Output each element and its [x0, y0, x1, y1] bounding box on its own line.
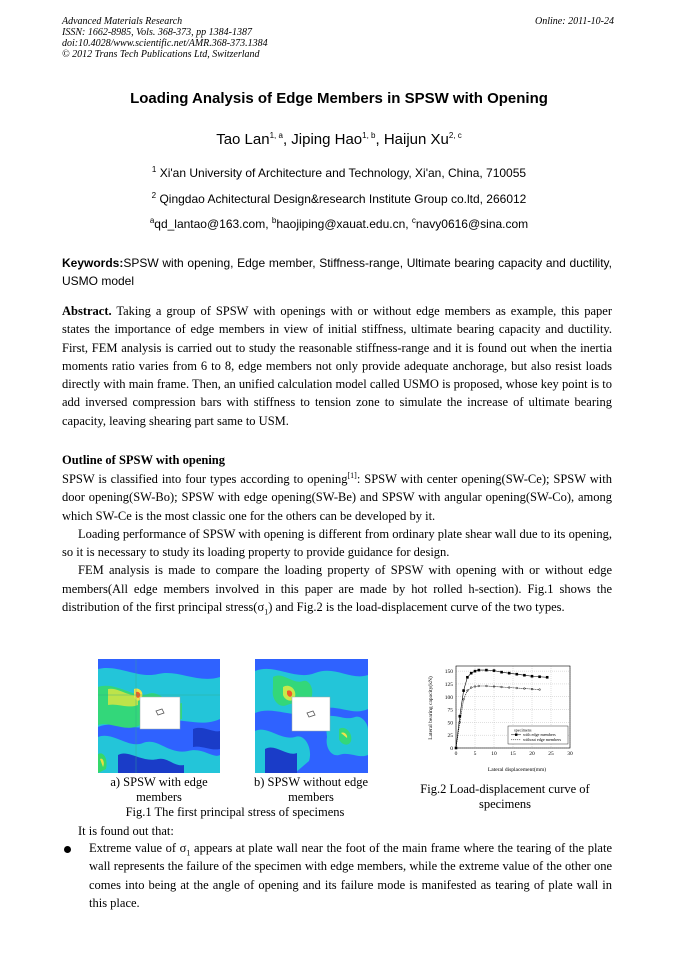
load-displacement-chart — [420, 660, 580, 775]
x-tick-label: 0 — [454, 751, 458, 757]
x-tick-label: 25 — [548, 751, 554, 757]
x-tick-label: 20 — [529, 751, 535, 757]
data-point — [462, 689, 465, 692]
aff2-text: Qingdao Achitectural Design&research Institute Group co.ltd, 266012 — [159, 192, 527, 206]
data-point — [478, 669, 481, 672]
fem-contour-without-edge-members — [255, 659, 368, 773]
affiliation-1 — [0, 166, 678, 180]
stress-contour-b — [255, 659, 368, 773]
aff1-text: Xi'an University of Architecture and Technology, Xi'an, China, 710055 — [159, 166, 527, 180]
email-b-sup: b — [271, 216, 277, 225]
author-2: , Jiping Hao — [282, 131, 363, 148]
journal-header — [62, 16, 362, 60]
fem-contour-with-edge-members — [98, 659, 220, 773]
email-c-sup: c — [411, 216, 416, 225]
author-1: Tao Lan — [216, 131, 270, 148]
author-3-sup: 2, c — [448, 131, 462, 140]
bullet-sigma-subscript: 1 — [186, 848, 191, 858]
legend-marker — [515, 734, 517, 736]
y-tick-label: 150 — [444, 669, 453, 676]
keywords-text: SPSW with opening, Edge member, Stiffness-range, Ultimate bearing capacity and ductility, USMO model — [62, 256, 612, 288]
legend-label: with edge members — [523, 732, 556, 737]
copyright: © 2012 Trans Tech Publications Ltd, Switzerland — [62, 49, 260, 60]
paper-title: Loading Analysis of Edge Members in SPSW with Opening — [130, 90, 548, 107]
x-tick-label: 10 — [491, 751, 497, 757]
issn: ISSN: 1662-8985, Vols. 368-373, pp 1384-1387 — [62, 27, 252, 38]
x-tick-label: 15 — [510, 751, 516, 757]
chart-x-axis-label: Lateral displacement(mm) — [487, 767, 547, 773]
doi: doi:10.4028/www.scientific.net/AMR.368-373.1384 — [62, 38, 268, 49]
stress-contour-a — [98, 659, 220, 773]
chart-y-axis-label: Lateral bearing capacity(kN) — [428, 676, 434, 740]
section-heading: Outline of SPSW with opening — [62, 453, 226, 467]
fig1-caption: Fig.1 The first principal stress of specimens — [125, 805, 345, 819]
keywords-label: Keywords: — [62, 256, 124, 270]
data-point — [516, 673, 519, 676]
paragraph-2: Loading performance of SPSW with opening is different from ordinary plate shear wall due to its opening, so it is necessary to study its loading property to provide guidance for design. — [62, 526, 612, 560]
paragraph-3: FEM analysis is made to compare the loading property of SPSW with opening with or without edge members(All edge members involved in this paper are made by hot rolled h-section). Fig.1 shows the distribution of the first principal $stress(\sigma_1)$ and Fig.2 is the load-displacement curve of the two types. — [62, 563, 612, 617]
author-3: , Haijun Xu — [375, 131, 449, 148]
online-date: Online: 2011-10-24 — [535, 16, 614, 27]
found-text: It is found out that: — [78, 824, 174, 838]
abstract — [62, 302, 612, 430]
abstract-label: Abstract. — [62, 304, 112, 318]
data-point — [466, 676, 469, 679]
legend-label: without edge members — [523, 737, 562, 742]
bullet-sigma: σ — [179, 841, 187, 855]
data-point — [474, 670, 477, 673]
y-tick-label: 50 — [447, 720, 453, 727]
caption-a: a) SPSW with edge members — [110, 775, 208, 804]
aff1-sup: 1 — [151, 165, 157, 174]
section-body — [62, 470, 612, 616]
abstract-text: Taking a group of SPSW with openings with or without edge members as example, this paper states the importance of edge members in view of initial stiffness, ultimate bearing capacity and ductility. First, FEM analysis is carried out to study the reasonable stiffness-range and it is found out when the inertia moments ratio varies from 6 to 8, edge members not only provide adequate anchorage, but also resist loads directly with main frame. Then, an unified calculation model called USMO is proposed, whose key point is to add inversed compression bars with stiffness to tension zone to simulate the increase of ultimate bearing capacity, leaving shearing part same to USM. — [62, 304, 612, 428]
data-point — [485, 669, 488, 672]
x-tick-label: 5 — [473, 751, 477, 757]
emails — [0, 217, 678, 231]
aff2-sup: 2 — [151, 191, 157, 200]
y-tick-label: 125 — [444, 681, 453, 688]
data-point — [531, 675, 534, 678]
data-point — [538, 675, 541, 678]
chart-legend — [508, 726, 568, 744]
journal-name: Advanced Materials Research — [62, 16, 183, 27]
sigma-subscript: 1 — [264, 607, 269, 617]
y-tick-label: 0 — [450, 746, 453, 752]
keywords — [62, 255, 612, 290]
data-point — [470, 672, 473, 675]
y-tick-label: 75 — [447, 707, 453, 714]
data-point — [500, 671, 503, 674]
data-point — [523, 674, 526, 677]
authors — [0, 131, 678, 148]
sigma-symbol: σ — [257, 600, 265, 615]
legend-title: specimens — [514, 727, 532, 733]
reference-1: [1] — [347, 470, 357, 480]
y-tick-label: 25 — [447, 733, 453, 740]
email-a: qd_lantao@163.com, — [154, 217, 272, 231]
bullet-item: Extreme value of $\sigma_1$ appears at plate wall near the foot of the main frame where the tearing of the plate wall represents the failure of the specimen with edge members, while the extreme value of the other one comes into being at the angle of opening and its failure mode is manifested as tearing of plate wall in this place. — [89, 841, 612, 910]
email-a-sup: a — [149, 216, 155, 225]
paragraph-1: SPSW is classified into four types according to opening[1]: SPSW with center opening(SW-Ce); SPSW with door opening(SW-Bo); SPSW with edge opening(SW-Be) and SPSW with angular opening(SW-Co), among which SW-Ce is the most classic one for the others can be developed by it. — [62, 470, 613, 523]
caption-b: b) SPSW without edge members — [253, 775, 368, 804]
author-1-sup: 1, a — [269, 131, 283, 140]
bullet-marker — [64, 846, 71, 853]
author-2-sup: 1, b — [362, 131, 376, 140]
email-c: navy0616@sina.com — [415, 217, 529, 231]
data-point — [546, 676, 549, 679]
data-point — [508, 672, 511, 675]
x-tick-label: 30 — [567, 751, 573, 757]
data-point — [493, 669, 496, 672]
fig2-caption: Fig.2 Load-displacement curve of specimens — [420, 782, 590, 811]
email-b: haojiping@xauat.edu.cn, — [276, 217, 412, 231]
affiliation-2 — [0, 192, 678, 206]
y-tick-label: 100 — [444, 694, 453, 701]
